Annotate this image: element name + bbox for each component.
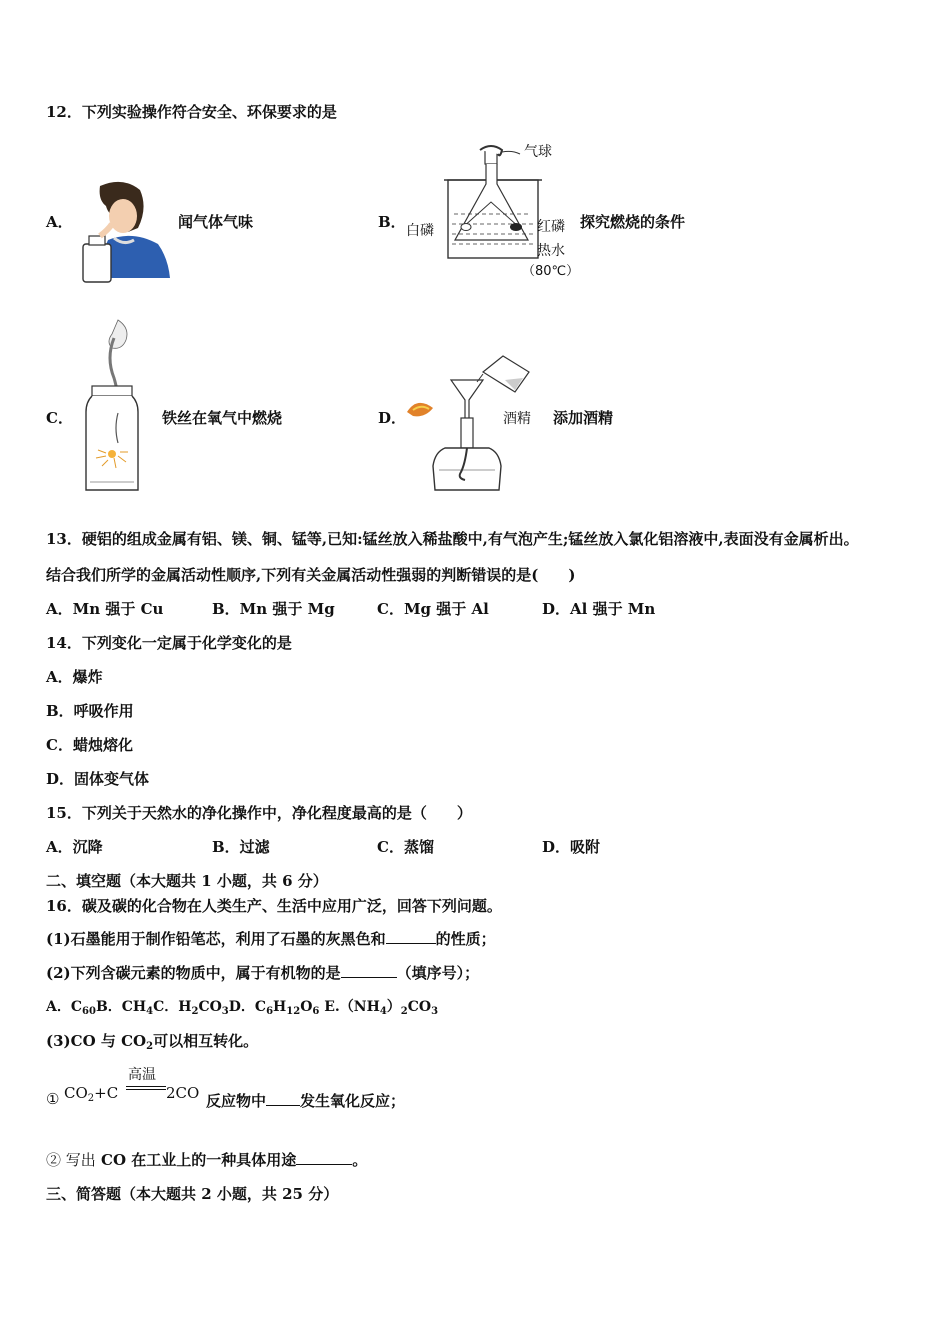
q15-option-a: A．沉降 <box>46 838 103 856</box>
white-phosphorus-label: 白磷 <box>406 223 434 239</box>
q16-part3-blank-1[interactable] <box>266 1091 300 1106</box>
equation-condition: 高温 <box>128 1067 156 1083</box>
q13-option-c: C．Mg 强于 Al <box>377 600 489 618</box>
q12-option-d-letter: D． <box>378 409 407 427</box>
q13-stem-line1: 13．硬铝的组成金属有铝、镁、铜、锰等,已知:锰丝放入稀盐酸中,有气泡产生;锰丝放入氯化铝溶液中,表面没有金属析出。 <box>46 530 859 548</box>
q15-option-b: B．过滤 <box>212 838 270 856</box>
q14-stem: 14．下列变化一定属于化学变化的是 <box>46 634 292 652</box>
q13-option-b: B．Mn 强于 Mg <box>212 600 335 618</box>
circled-number-2: ② 写出 <box>46 1151 96 1169</box>
red-phosphorus-label: 红磷 <box>537 219 565 235</box>
q15-option-c: C．蒸馏 <box>377 838 434 856</box>
section-3-heading: 三、简答题（本大题共 2 小题，共 25 分） <box>46 1185 339 1203</box>
q12-option-d-caption: 添加酒精 <box>553 409 614 427</box>
q12-option-b-caption: 探究燃烧的条件 <box>580 213 686 231</box>
q12-option-a-caption: 闻气体气味 <box>178 213 254 231</box>
equation-product: 2CO <box>166 1084 200 1102</box>
q16-option-e: $E.(NH_4)_2CO_3$ <box>324 999 439 1017</box>
hot-water-label: 热水 <box>537 243 565 259</box>
q15-option-d: D．吸附 <box>542 838 601 856</box>
q15-stem: 15．下列关于天然水的净化操作中，净化程度最高的是（ ） <box>46 804 472 822</box>
q12-option-c-caption: 铁丝在氧气中燃烧 <box>162 409 283 427</box>
q16-part2-text-b: （填序号）； <box>396 964 480 982</box>
q16-part1 <box>46 929 496 949</box>
q16-option-a: A．$C_{60}$ <box>46 999 96 1017</box>
q16-option-c: C．$H_2CO_3$ <box>153 999 229 1017</box>
q12-option-a-letter: A． <box>46 213 73 231</box>
q13-option-d: D．Al 强于 Mn <box>542 600 656 618</box>
q16-part2-blank[interactable] <box>341 963 397 978</box>
equation-bar <box>126 1086 166 1087</box>
q16-part1-text-b: 的性质； <box>435 930 496 948</box>
smelling-gas-figure <box>78 178 173 286</box>
q12-stem: 12．下列实验操作符合安全、环保要求的是 <box>46 103 337 121</box>
q14-option-d: D．固体变气体 <box>46 770 150 788</box>
equation-question: 反应物中 发生氧化反应； <box>206 1092 406 1110</box>
q12-option-b-letter: B． <box>378 213 406 231</box>
section-2-heading: 二、填空题（本大题共 1 小题，共 6 分） <box>46 872 328 890</box>
q14-option-c: C．蜡烛熔化 <box>46 736 133 754</box>
equation-reactants: $CO_2+C$ <box>64 1084 119 1104</box>
temperature-label: （80℃） <box>522 264 580 279</box>
q16-part2-options <box>46 997 438 1022</box>
q16-part1-text-a: (1)石墨能用于制作铅笔芯，利用了石墨的灰黑色和 <box>46 930 386 948</box>
q16-part2-text-a: (2)下列含碳元素的物质中，属于有机物的是 <box>46 964 341 982</box>
q12-option-c-letter: C． <box>46 409 73 427</box>
q16-part2 <box>46 963 479 983</box>
q13-option-a: A．Mn 强于 Cu <box>46 600 164 618</box>
q16-part4: ② 写出 CO 在工业上的一种具体用途 。 <box>46 1151 368 1169</box>
q14-option-a: A．爆炸 <box>46 668 103 686</box>
q13-stem-line2: 结合我们所学的金属活动性顺序,下列有关金属活动性强弱的判断错误的是( ) <box>46 566 576 584</box>
q16-stem: 16．碳及碳的化合物在人类生产、生活中应用广泛，回答下列问题。 <box>46 897 502 915</box>
alcohol-label: 酒精 <box>503 411 531 427</box>
q16-part4-blank[interactable] <box>296 1150 352 1165</box>
iron-wire-combustion-figure <box>78 318 146 494</box>
circled-number-1: ① <box>46 1090 60 1108</box>
q16-part3: (3)CO 与 $CO_2$可以相互转化。 <box>46 1032 259 1052</box>
balloon-label: 气球 <box>524 144 552 160</box>
q14-option-b: B．呼吸作用 <box>46 702 134 720</box>
q16-part1-blank[interactable] <box>386 929 436 944</box>
q16-option-d: D．$C_6H_{12}O_6$ <box>228 999 320 1017</box>
q16-option-b: B．$CH_4$ <box>95 999 154 1017</box>
